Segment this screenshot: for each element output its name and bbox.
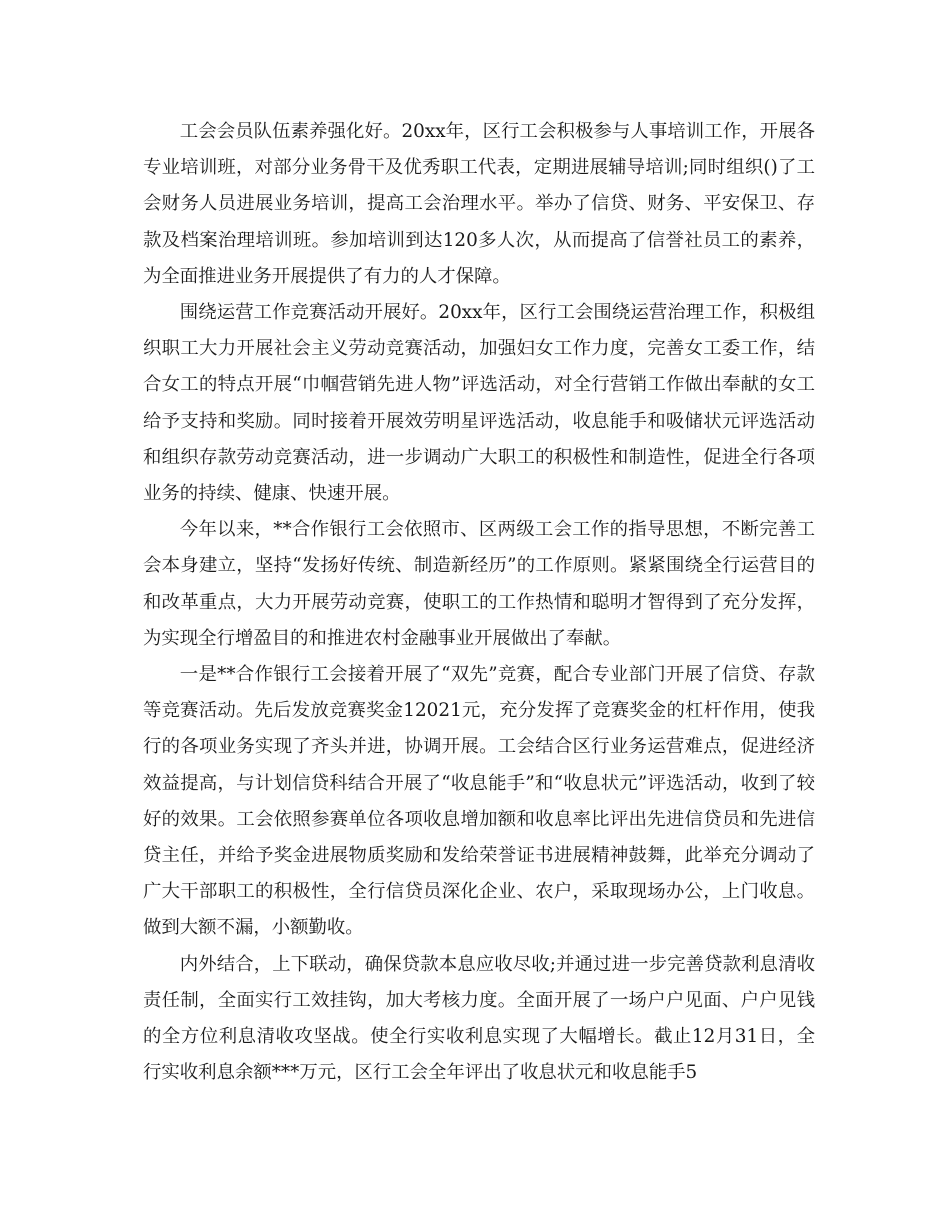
paragraph-competition-activities: 围绕运营工作竞赛活动开展好。20xx年，区行工会围绕运营治理工作，积极组织职工大力开展社会主义劳动竞赛活动，加强妇女工作力度，完善女工委工作，结合女工的特点开展“巾帼营销先进人物”评选活动，对全行营销工作做出奉献的女工给予支持和奖励。同时接着开展效劳明星评选活动，收息能手和吸储状元评选活动和组织存款劳动竞赛活动，进一步调动广大职工的积极性和制造性，促进全行各项业务的持续、健康、快速开展。 bbox=[143, 302, 815, 505]
paragraph-interest-collection: 内外结合，上下联动，确保贷款本息应收尽收;并通过进一步完善贷款利息清收责任制，全面实行工效挂钩，加大考核力度。全面开展了一场户户见面、户户见钱的全方位利息清收攻坚战。使全行实收利息实现了大幅增长。截止12月31日，全行实收利息余额***万元，区行工会全年评出了收息状元和收息能手5 bbox=[143, 953, 815, 1084]
paragraph-double-advanced-competition: 一是**合作银行工会接着开展了“双先”竞赛，配合专业部门开展了信贷、存款等竞赛活动。先后发放竞赛奖金12021元，充分发挥了竞赛奖金的杠杆作用，使我行的各项业务实现了齐头并进，协调开展。工会结合区行业务运营难点，促进经济效益提高，与计划信贷科结合开展了“收息能手”和“收息状元”评选活动，收到了较好的效果。工会依照参赛单位各项收息增加额和收息率比评出先进信贷员和先进信贷主任，并给予奖金进展物质奖励和发给荣誉证书进展精神鼓舞，此举充分调动了广大干部职工的积极性，全行信贷员深化企业、农户，采取现场办公，上门收息。做到大额不漏，小额勤收。 bbox=[143, 664, 815, 939]
document-body bbox=[143, 114, 815, 1091]
paragraph-union-guidance: 今年以来，**合作银行工会依照市、区两级工会工作的指导思想，不断完善工会本身建立，坚持“发扬好传统、制造新经历”的工作原则。紧紧围绕全行运营目的和改革重点，大力开展劳动竞赛，使职工的工作热情和聪明才智得到了充分发挥，为实现全行增盈目的和推进农村金融事业开展做出了奉献。 bbox=[143, 519, 815, 649]
paragraph-member-training: 工会会员队伍素养强化好。20xx年，区行工会积极参与人事培训工作，开展各专业培训班，对部分业务骨干及优秀职工代表，定期进展辅导培训;同时组织()了工会财务人员进展业务培训，提高工会治理水平。举办了信贷、财务、平安保卫、存款及档案治理培训班。参加培训到达120多人次，从而提高了信誉社员工的素养，为全面推进业务开展提供了有力的人才保障。 bbox=[143, 121, 815, 287]
